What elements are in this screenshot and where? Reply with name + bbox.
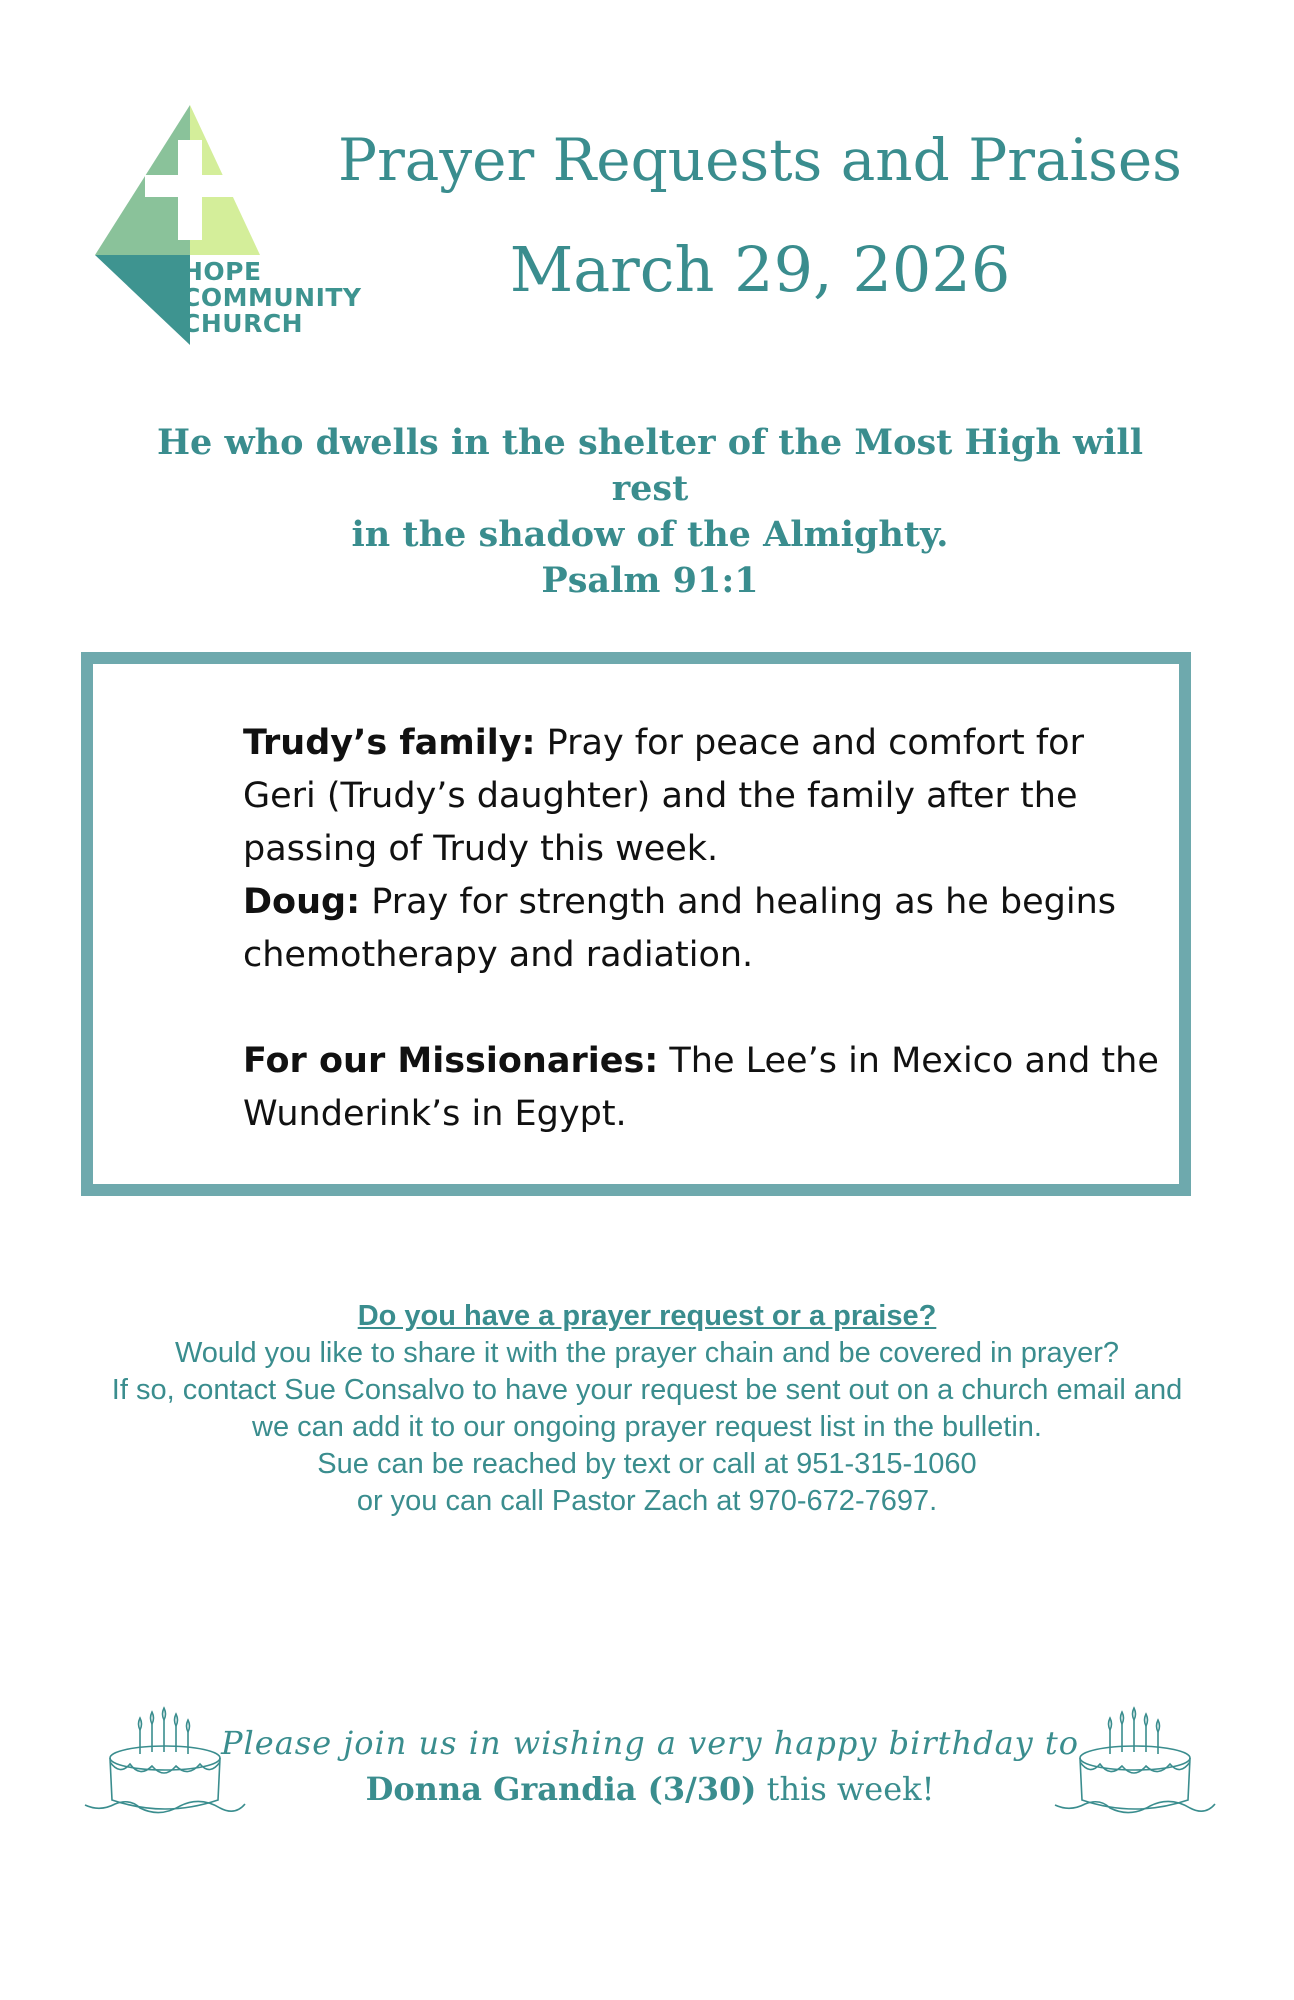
prayer-item [243, 1035, 1163, 1141]
contact-line: Would you like to share it with the prayer chain and be covered in prayer? [174, 1337, 1120, 1369]
prayer-requests-box [81, 652, 1191, 1196]
prayer-item-text: The Lee’s in Mexico and the Wunderink’s in Egypt. [243, 1041, 1159, 1134]
logo-text-church: CHURCH [182, 309, 304, 338]
scripture-verse [120, 420, 1180, 604]
birthday-name: Donna Grandia (3/30) [365, 1770, 757, 1808]
contact-line: Sue can be reached by text or call at 951-315-1060 [317, 1448, 977, 1480]
contact-section [80, 1298, 1214, 1520]
page-date: March 29, 2026 [509, 233, 1011, 306]
prayer-item [243, 876, 1163, 982]
verse-reference: Psalm 91:1 [541, 560, 759, 601]
logo-text-community: COMMUNITY [182, 283, 362, 312]
birthday-intro: Please join us in wishing a very happy birthday to [220, 1724, 1080, 1762]
logo-text-hope: HOPE [182, 257, 262, 286]
prayer-requests-list [243, 717, 1163, 1141]
contact-line: we can add it to our ongoing prayer request list in the bulletin. [252, 1411, 1042, 1443]
birthday-suffix: this week! [756, 1770, 935, 1808]
verse-line-1: He who dwells in the shelter of the Most High will rest [156, 422, 1144, 509]
birthday-line-2 [220, 1766, 1080, 1812]
prayer-item-label: For our Missionaries: [243, 1041, 659, 1081]
spacer [243, 982, 1163, 1035]
contact-line: If so, contact Sue Consalvo to have your request be sent out on a church email and [111, 1374, 1183, 1406]
prayer-item-text: Pray for strength and healing as he begins chemotherapy and radiation. [243, 882, 1117, 975]
verse-line-2: in the shadow of the Almighty. [351, 514, 949, 555]
contact-line: or you can call Pastor Zach at 970-672-7697. [356, 1485, 938, 1517]
prayer-item-label: Trudy’s family: [243, 723, 536, 763]
page-title: Prayer Requests and Praises [338, 126, 1182, 194]
prayer-item-label: Doug: [243, 882, 361, 922]
contact-heading: Do you have a prayer request or a praise? [357, 1300, 937, 1332]
prayer-item [243, 717, 1163, 876]
birthday-message [220, 1720, 1080, 1812]
prayer-item-text: Pray for peace and comfort for Geri (Trudy’s daughter) and the family after the passing of Trudy this week. [243, 723, 1084, 869]
